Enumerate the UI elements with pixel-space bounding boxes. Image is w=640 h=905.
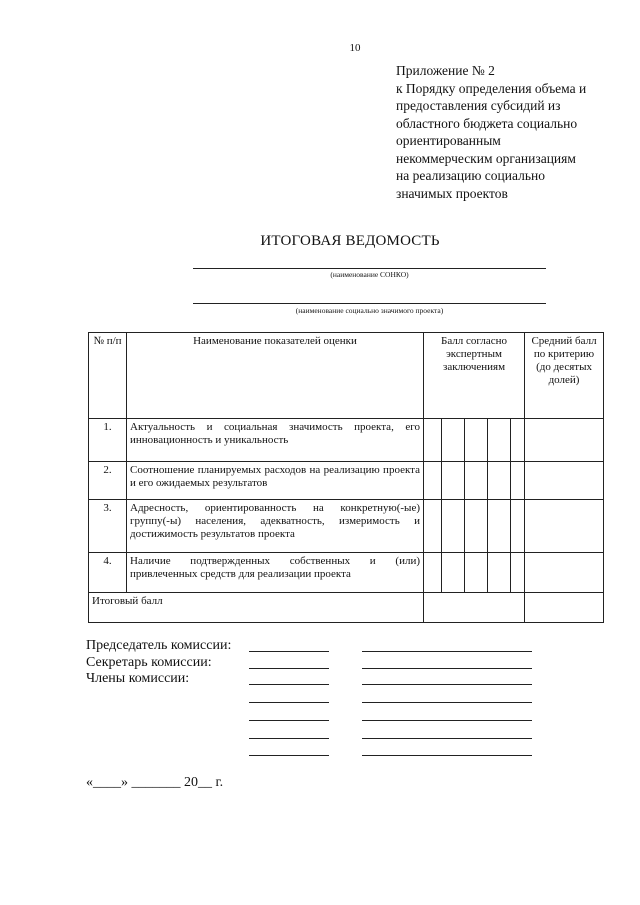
- page-number: 10: [349, 42, 361, 54]
- avg-cell: [525, 500, 604, 553]
- score-cell: [465, 500, 488, 553]
- score-cell: [511, 553, 525, 593]
- table-row: [89, 553, 604, 593]
- score-cell: [442, 462, 465, 500]
- appendix-line: к Порядку определения объема и: [396, 80, 587, 96]
- table-row: [89, 462, 604, 500]
- name-line: [362, 738, 532, 739]
- score-cell: [488, 553, 511, 593]
- appendix-line: Приложение № 2: [396, 63, 495, 78]
- name-line: [362, 668, 532, 669]
- document-title: ИТОГОВАЯ ВЕДОМОСТЬ: [260, 233, 440, 249]
- chair-label: Председатель комиссии:: [86, 638, 232, 653]
- signature-line: [249, 651, 329, 652]
- score-cell: [465, 553, 488, 593]
- appendix-line: значимых проектов: [396, 185, 508, 201]
- name-line: [362, 702, 532, 703]
- name-line: [362, 684, 532, 685]
- row-criterion: Соотношение планируемых расходов на реализацию проекта и его ожидаемых результатов: [127, 462, 424, 500]
- table-row: [89, 500, 604, 553]
- score-cell: [465, 419, 488, 462]
- avg-cell: [525, 419, 604, 462]
- score-cell: [511, 500, 525, 553]
- header-name: Наименование показателей оценки: [127, 333, 424, 419]
- signature-line: [249, 668, 329, 669]
- total-avg-cell: [525, 593, 604, 623]
- table-row: [89, 419, 604, 462]
- appendix-line: ориентированным: [396, 133, 501, 148]
- total-scores-cell: [424, 593, 525, 623]
- row-num: 4.: [89, 553, 127, 593]
- header-scores: Балл согласно экспертным заключениям: [424, 333, 525, 419]
- members-label: Члены комиссии:: [86, 671, 190, 686]
- sonko-name-line: [193, 268, 546, 269]
- table-total-row: [89, 593, 604, 623]
- appendix-line: некоммерческим организациям: [396, 150, 576, 166]
- name-line: [362, 720, 532, 721]
- total-label: Итоговый балл: [89, 593, 424, 623]
- score-cell: [424, 462, 442, 500]
- score-cell: [511, 462, 525, 500]
- signature-line: [249, 720, 329, 721]
- score-cell: [442, 553, 465, 593]
- row-criterion: Адресность, ориентированность на конкретную(-ые) группу(-ы) населения, адекватность, измеримость и достижимость результатов проекта: [127, 500, 424, 553]
- project-name-caption: (наименование социально значимого проекта): [295, 306, 444, 315]
- score-cell: [511, 419, 525, 462]
- score-cell: [424, 500, 442, 553]
- date-line: «____» _______ 20__ г.: [86, 775, 224, 790]
- header-num: № п/п: [89, 333, 127, 419]
- avg-cell: [525, 462, 604, 500]
- appendix-line: предоставления субсидий из: [396, 98, 561, 113]
- row-num: 2.: [89, 462, 127, 500]
- score-cell: [424, 553, 442, 593]
- score-table: [88, 332, 604, 623]
- score-cell: [424, 419, 442, 462]
- sonko-name-caption: (наименование СОНКО): [330, 270, 409, 279]
- score-cell: [442, 500, 465, 553]
- score-cell: [488, 419, 511, 462]
- avg-cell: [525, 553, 604, 593]
- signature-line: [249, 755, 329, 756]
- appendix-line: на реализацию социально: [396, 168, 545, 183]
- name-line: [362, 651, 532, 652]
- secretary-label: Секретарь комиссии:: [86, 655, 212, 670]
- signature-line: [249, 738, 329, 739]
- row-num: 3.: [89, 500, 127, 553]
- table-header-row: [89, 333, 604, 419]
- appendix-header: [396, 62, 636, 202]
- score-cell: [442, 419, 465, 462]
- signature-line: [249, 702, 329, 703]
- score-cell: [488, 500, 511, 553]
- appendix-line: областного бюджета социально: [396, 115, 578, 131]
- header-avg: Средний балл по критерию (до десятых долей): [525, 333, 604, 419]
- row-criterion: Наличие подтвержденных собственных и (или) привлеченных средств для реализации проекта: [127, 553, 424, 593]
- score-cell: [465, 462, 488, 500]
- row-num: 1.: [89, 419, 127, 462]
- score-cell: [488, 462, 511, 500]
- name-line: [362, 755, 532, 756]
- signature-line: [249, 684, 329, 685]
- row-criterion: Актуальность и социальная значимость проекта, его инновационность и уникальность: [127, 419, 424, 462]
- project-name-line: [193, 303, 546, 304]
